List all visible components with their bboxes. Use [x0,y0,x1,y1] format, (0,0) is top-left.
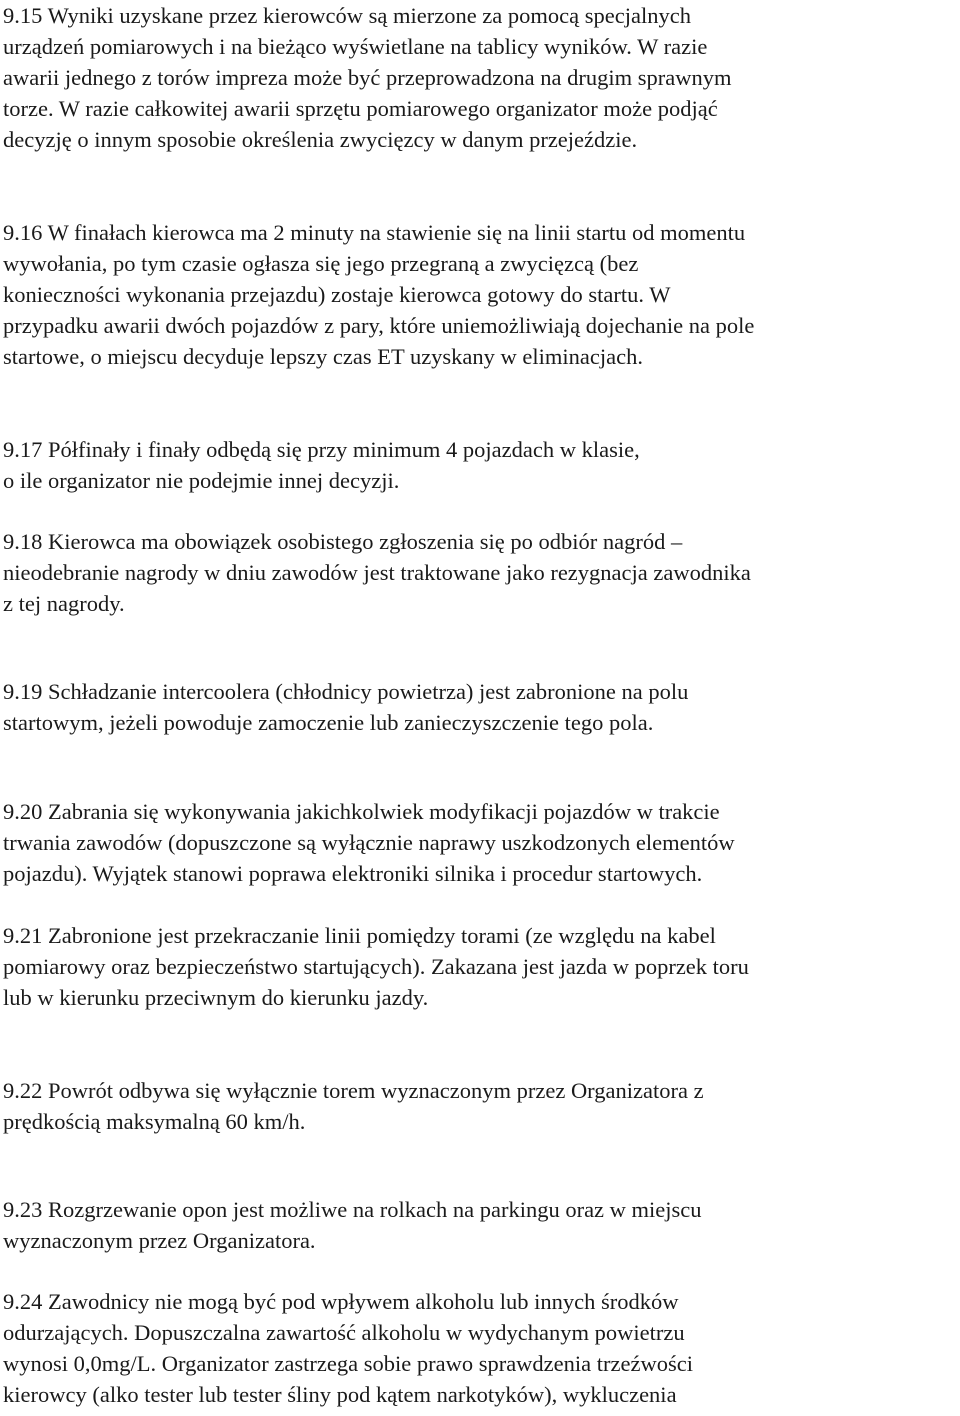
text-line: 9.22 Powrót odbywa się wyłącznie torem wyznaczonym przez Organizatora z [3,1078,704,1103]
paragraph-9-16 [3,217,953,372]
text-line: nieodebranie nagrody w dniu zawodów jest traktowane jako rezygnacja zawodnika [3,560,751,585]
text-line: 9.16 W finałach kierowca ma 2 minuty na stawienie się na linii startu od momentu [3,220,746,245]
text-line: odurzających. Dopuszczalna zawartość alkoholu w wydychanym powietrzu [3,1320,685,1345]
paragraph-9-22 [3,1075,953,1137]
text-line: decyzję o innym sposobie określenia zwycięzcy w danym przejeździe. [3,127,638,152]
text-line: trwania zawodów (dopuszczone są wyłącznie naprawy uszkodzonych elementów [3,830,735,855]
paragraph-9-19 [3,676,953,738]
paragraph-9-18 [3,526,953,619]
text-line: 9.20 Zabrania się wykonywania jakichkolwiek modyfikacji pojazdów w trakcie [3,799,720,824]
text-line: 9.24 Zawodnicy nie mogą być pod wpływem alkoholu lub innych środków [3,1289,679,1314]
text-line: startowe, o miejscu decyduje lepszy czas ET uzyskany w eliminacjach. [3,344,643,369]
paragraph-9-21 [3,920,953,1013]
text-line: 9.21 Zabronione jest przekraczanie linii pomiędzy torami (ze względu na kabel [3,923,716,948]
text-line: awarii jednego z torów impreza może być przeprowadzona na drugim sprawnym [3,65,732,90]
text-line: konieczności wykonania przejazdu) zostaje kierowca gotowy do startu. W [3,282,671,307]
text-line: startowym, jeżeli powoduje zamoczenie lub zanieczyszczenie tego pola. [3,710,654,735]
text-line: z tej nagrody. [3,591,125,616]
paragraph-9-20 [3,796,953,889]
text-line: 9.18 Kierowca ma obowiązek osobistego zgłoszenia się po odbiór nagród – [3,529,683,554]
text-line: torze. W razie całkowitej awarii sprzętu pomiarowego organizator może podjąć [3,96,718,121]
text-line: lub w kierunku przeciwnym do kierunku jazdy. [3,985,429,1010]
paragraph-9-23 [3,1194,953,1256]
text-line: wynosi 0,0mg/L. Organizator zastrzega sobie prawo sprawdzenia trzeźwości [3,1351,693,1376]
text-line: wyznaczonym przez Organizatora. [3,1228,316,1253]
text-line: o ile organizator nie podejmie innej decyzji. [3,468,400,493]
text-line: 9.17 Półfinały i finały odbędą się przy minimum 4 pojazdach w klasie, [3,437,640,462]
paragraph-9-24 [3,1286,953,1410]
text-line: kierowcy (alko tester lub tester śliny pod kątem narkotyków), wykluczenia [3,1382,677,1407]
text-line: urządzeń pomiarowych i na bieżąco wyświetlane na tablicy wyników. W razie [3,34,708,59]
text-line: 9.19 Schładzanie intercoolera (chłodnicy powietrza) jest zabronione na polu [3,679,689,704]
paragraph-9-15 [3,0,953,155]
text-line: wywołania, po tym czasie ogłasza się jego przegraną a zwycięzcą (bez [3,251,639,276]
text-line: przypadku awarii dwóch pojazdów z pary, które uniemożliwiają dojechanie na pole [3,313,755,338]
text-line: 9.23 Rozgrzewanie opon jest możliwe na rolkach na parkingu oraz w miejscu [3,1197,702,1222]
text-line: 9.15 Wyniki uzyskane przez kierowców są mierzone za pomocą specjalnych [3,3,691,28]
paragraph-9-17 [3,434,953,496]
text-line: pomiarowy oraz bezpieczeństwo startujących). Zakazana jest jazda w poprzek toru [3,954,749,979]
text-line: pojazdu). Wyjątek stanowi poprawa elektroniki silnika i procedur startowych. [3,861,703,886]
text-line: prędkością maksymalną 60 km/h. [3,1109,306,1134]
